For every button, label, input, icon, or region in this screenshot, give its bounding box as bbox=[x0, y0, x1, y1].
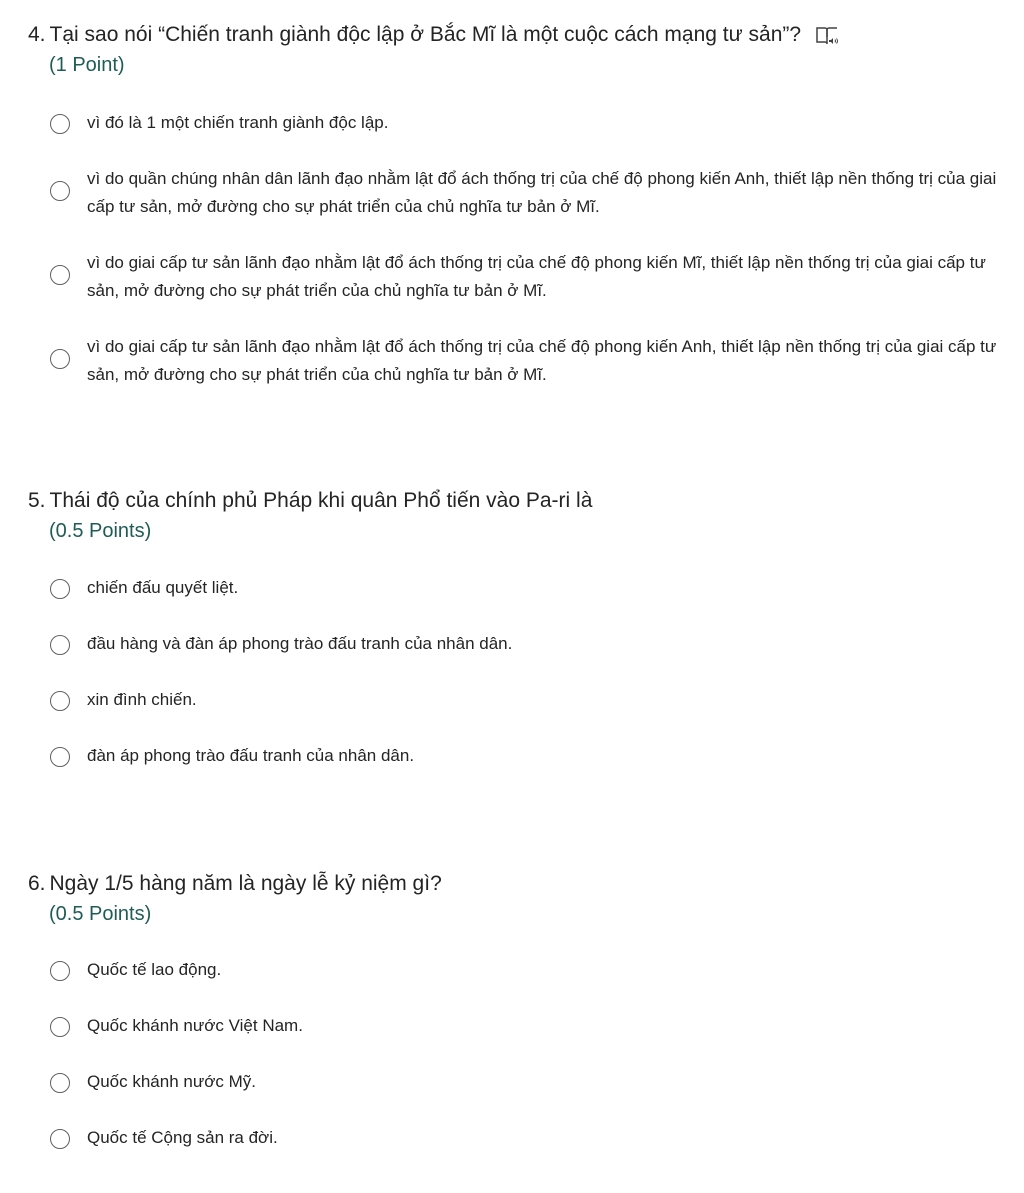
radio-button[interactable] bbox=[50, 579, 70, 599]
radio-button[interactable] bbox=[50, 349, 70, 369]
question-4 bbox=[0, 20, 1024, 400]
answer-option-label: vì do quần chúng nhân dân lãnh đạo nhằm lật đổ ách thống trị của chế độ phong kiến Anh, thiết lập nền thống trị của giai cấp tư sản, mở đường cho sự phát triển của chủ nghĩa tư bản ở Mĩ. bbox=[87, 169, 997, 216]
answer-option-label: Quốc tế lao động. bbox=[87, 960, 222, 979]
answer-option-label: chiến đấu quyết liệt. bbox=[87, 578, 239, 597]
answer-option[interactable] bbox=[50, 113, 1004, 137]
radio-button[interactable] bbox=[50, 635, 70, 655]
answer-option-label: đầu hàng và đàn áp phong trào đấu tranh của nhân dân. bbox=[87, 634, 513, 653]
answer-option-label: xin đình chiến. bbox=[87, 690, 197, 709]
answer-option-label: Quốc khánh nước Mỹ. bbox=[87, 1072, 256, 1091]
answer-option-label: vì do giai cấp tư sản lãnh đạo nhằm lật đổ ách thống trị của chế độ phong kiến Mĩ, thiết lập nền thống trị của giai cấp tư sản, mở đường cho sự phát triển của chủ nghĩa tư bản ở Mĩ. bbox=[87, 253, 986, 300]
immersive-reader-icon[interactable] bbox=[815, 24, 839, 48]
question-title bbox=[28, 869, 442, 899]
answer-option-label: vì do giai cấp tư sản lãnh đạo nhằm lật đổ ách thống trị của chế độ phong kiến Anh, thiết lập nền thống trị của giai cấp tư sản, mở đường cho sự phát triển của chủ nghĩa tư bản ở Mĩ. bbox=[87, 337, 997, 384]
answer-option[interactable] bbox=[50, 1072, 1004, 1096]
answer-option[interactable] bbox=[50, 746, 1004, 770]
answer-option[interactable] bbox=[50, 578, 1004, 602]
answer-option[interactable] bbox=[50, 960, 1004, 984]
radio-button[interactable] bbox=[50, 961, 70, 981]
question-text: Thái độ của chính phủ Pháp khi quân Phổ tiến vào Pa-ri là bbox=[49, 489, 593, 512]
answer-option[interactable] bbox=[50, 337, 1004, 389]
question-points: (1 Point) bbox=[49, 54, 125, 76]
question-points: (0.5 Points) bbox=[49, 903, 152, 925]
radio-button[interactable] bbox=[50, 1129, 70, 1149]
answer-option[interactable] bbox=[50, 253, 1004, 305]
radio-button[interactable] bbox=[50, 181, 70, 201]
question-6 bbox=[0, 869, 1024, 1159]
question-5 bbox=[0, 486, 1024, 776]
question-text: Ngày 1/5 hàng năm là ngày lễ kỷ niệm gì? bbox=[49, 872, 442, 895]
radio-button[interactable] bbox=[50, 1017, 70, 1037]
question-number: 5. bbox=[28, 489, 46, 512]
answer-option-label: Quốc tế Cộng sản ra đời. bbox=[87, 1128, 278, 1147]
radio-button[interactable] bbox=[50, 691, 70, 711]
question-number: 4. bbox=[28, 23, 46, 46]
question-title bbox=[28, 20, 839, 50]
question-title bbox=[28, 486, 592, 516]
radio-button[interactable] bbox=[50, 114, 70, 134]
radio-button[interactable] bbox=[50, 1073, 70, 1093]
radio-button[interactable] bbox=[50, 265, 70, 285]
question-points: (0.5 Points) bbox=[49, 520, 152, 542]
answer-option[interactable] bbox=[50, 690, 1004, 714]
answer-option[interactable] bbox=[50, 634, 1004, 658]
answer-option[interactable] bbox=[50, 1016, 1004, 1040]
radio-button[interactable] bbox=[50, 747, 70, 767]
answer-option[interactable] bbox=[50, 169, 1004, 221]
answer-option-label: đàn áp phong trào đấu tranh của nhân dân. bbox=[87, 746, 415, 765]
answer-option[interactable] bbox=[50, 1128, 1004, 1152]
question-number: 6. bbox=[28, 872, 46, 895]
answer-option-label: vì đó là 1 một chiến tranh giành độc lập. bbox=[87, 113, 389, 132]
answer-option-label: Quốc khánh nước Việt Nam. bbox=[87, 1016, 303, 1035]
question-text: Tại sao nói “Chiến tranh giành độc lập ở Bắc Mĩ là một cuộc cách mạng tư sản”? bbox=[49, 23, 802, 46]
